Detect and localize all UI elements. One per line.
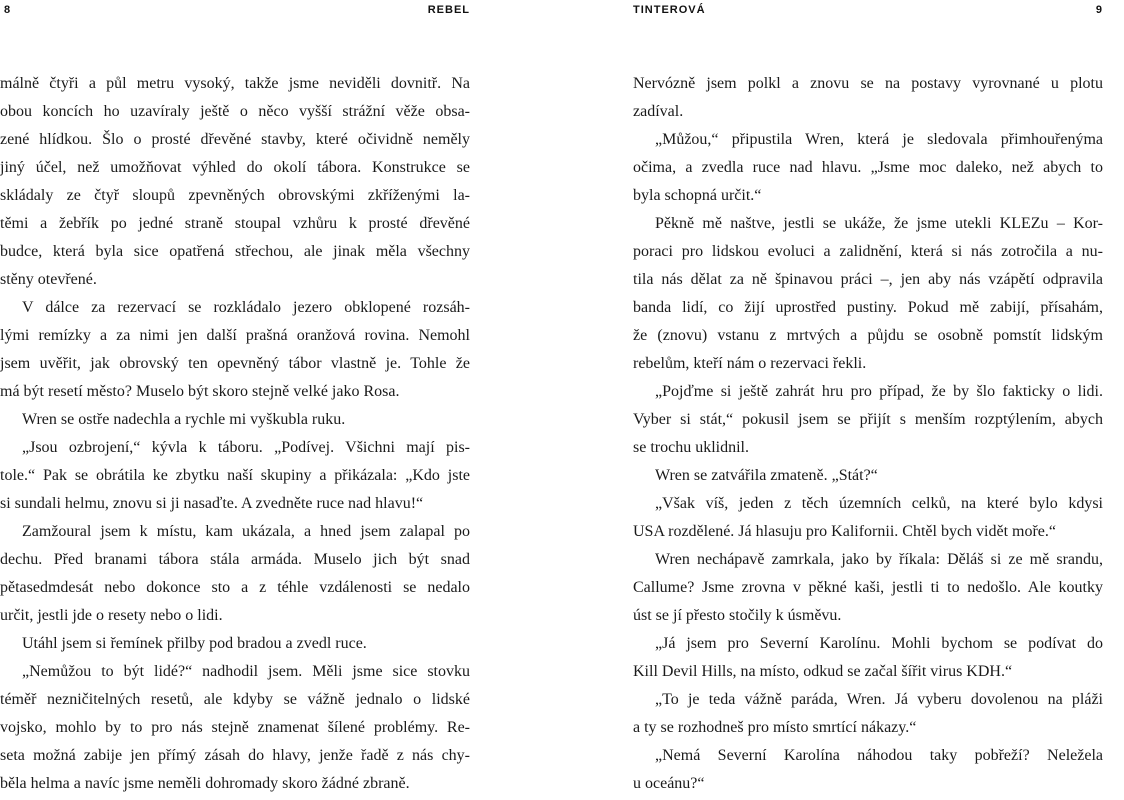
right-body-text bbox=[633, 70, 1103, 798]
text-line: „Pojďme si ještě zahrát hru pro případ, že by šlo fakticky o lidi. bbox=[655, 383, 1103, 400]
text-line: stěny otevřené. bbox=[0, 271, 97, 288]
text-line: lými remízky a za nimi jen další prašná oranžová rovina. Nemohl bbox=[0, 327, 470, 344]
text-line: rebelům, kteří nám o rezervaci řekli. bbox=[633, 355, 867, 372]
text-line: téměř nezničitelných resetů, ale kdyby se vážně jednalo o lidské bbox=[0, 691, 470, 708]
text-line: Utáhl jsem si řemínek přilby pod bradou a zvedl ruce. bbox=[22, 635, 367, 652]
right-page bbox=[633, 0, 1103, 800]
text-line: běla helma a navíc jsme neměli dohromady skoro žádné zbraně. bbox=[0, 775, 410, 792]
text-line: si sundali helmu, znovu si ji nasaďte. A zvedněte ruce nad hlavu!“ bbox=[0, 495, 424, 512]
text-line: se trochu uklidnil. bbox=[633, 439, 749, 456]
left-page-number: 8 bbox=[4, 4, 12, 16]
text-line: Zamžoural jsem k místu, kam ukázala, a hned jsem zalapal po bbox=[22, 523, 470, 540]
text-line: má být resetí město? Muselo být skoro stejně velké jako Rosa. bbox=[0, 383, 400, 400]
text-line: poraci pro lidskou evoluci a zalidnění, která si nás zotročila a nu- bbox=[633, 243, 1103, 260]
text-line: „Já jsem pro Severní Karolínu. Mohli bychom se podívat do bbox=[655, 635, 1103, 652]
text-line: úst se jí přesto stočily k úsměvu. bbox=[633, 607, 842, 624]
text-line: budce, která byla sice opatřená střechou, ale jinak měla všechny bbox=[0, 243, 470, 260]
text-line: byla schopná určit.“ bbox=[633, 187, 762, 204]
text-line: „To je teda vážně paráda, Wren. Já vyberu dovolenou na pláži bbox=[655, 691, 1103, 708]
right-page-number: 9 bbox=[1095, 4, 1103, 16]
text-line: USA rozdělené. Já hlasuju pro Kalifornii. Chtěl bych vidět moře.“ bbox=[633, 523, 1057, 540]
text-line: očima, a zvedla ruce nad hlavu. „Jsme moc daleko, než abych to bbox=[633, 159, 1103, 176]
text-line: těmi a žebřík po jedné straně stoupal vzhůru k prosté dřevěné bbox=[0, 215, 470, 232]
text-line: Wren se zatvářila zmateně. „Stát?“ bbox=[655, 467, 878, 484]
text-line: jiný účel, než umožňovat výhled do okolí tábora. Konstrukce se bbox=[0, 159, 470, 176]
text-line: Vyber si stát,“ pokusil jsem se přijít s menším rozptýlením, abych bbox=[633, 411, 1103, 428]
left-running-head: REBEL bbox=[427, 4, 470, 16]
text-line: zené hlídkou. Šlo o prosté dřevěné stavby, které očividně neměly bbox=[0, 131, 470, 148]
text-line: Callume? Jsme zrovna v pěkné kaši, jestli ti to nedošlo. Ale koutky bbox=[633, 579, 1103, 596]
text-line: málně čtyři a půl metru vysoký, takže jsme neviděli dovnitř. Na bbox=[0, 75, 470, 92]
text-line: jsem uvěřit, jak obrovský ten opevněný tábor vlastně je. Tohle že bbox=[0, 355, 470, 372]
text-line: tila nás dělat za ně špinavou práci –, jen aby nás vzápětí odpravila bbox=[633, 271, 1103, 288]
text-line: Wren se ostře nadechla a rychle mi vyškubla ruku. bbox=[22, 411, 346, 428]
text-line: Nervózně jsem polkl a znovu se na postavy vyrovnané u plotu bbox=[633, 75, 1103, 92]
left-body-text bbox=[0, 70, 470, 798]
right-running-head: TINTEROVÁ bbox=[633, 4, 706, 16]
text-line: pětasedmdesát nebo dokonce sto a z téhle vzdálenosti se nedalo bbox=[0, 579, 470, 596]
text-line: „Můžou,“ připustila Wren, která je sledovala přimhouřenýma bbox=[655, 131, 1103, 148]
text-line: „Jsou ozbrojení,“ kývla k táboru. „Podívej. Všichni mají pis- bbox=[22, 439, 470, 456]
text-line: banda lidí, co žijí uprostřed pustiny. Pokud mě zabijí, přísahám, bbox=[633, 299, 1103, 316]
text-line: tole.“ Pak se obrátila ke zbytku naší skupiny a přikázala: „Kdo jste bbox=[0, 467, 470, 484]
text-line: „Nemá Severní Karolína náhodou taky pobřeží? Neležela bbox=[655, 747, 1103, 764]
text-line: V dálce za rezervací se rozkládalo jezero obklopené rozsáh- bbox=[22, 299, 470, 316]
text-line: „Nemůžou to být lidé?“ nadhodil jsem. Měli jsme sice stovku bbox=[22, 663, 470, 680]
text-line: vojsko, mohlo by to pro nás stejně znamenat šílené problémy. Re- bbox=[0, 719, 470, 736]
text-line: Wren nechápavě zamrkala, jako by říkala: Děláš si ze mě srandu, bbox=[655, 551, 1103, 568]
text-line: zadíval. bbox=[633, 103, 684, 120]
text-line: seta možná zabije jen přímý zásah do hlavy, jenže řadě z nás chy- bbox=[0, 747, 470, 764]
text-line: dechu. Před branami tábora stála armáda. Muselo jich být snad bbox=[0, 551, 470, 568]
text-line: u oceánu?“ bbox=[633, 775, 705, 792]
text-line: skládaly ze čtyř sloupů zpevněných obrovskými zkříženými la- bbox=[0, 187, 470, 204]
text-line: Pěkně mě naštve, jestli se ukáže, že jsme utekli KLEZu – Kor- bbox=[655, 215, 1103, 232]
left-page bbox=[0, 0, 470, 800]
text-line: obou koncích ho uzavíraly ještě o něco vyšší strážní věže obsa- bbox=[0, 103, 470, 120]
text-line: že (znovu) vstanu z mrtvých a půjdu se osobně pomstít lidským bbox=[633, 327, 1103, 344]
text-line: určit, jestli jde o resety nebo o lidi. bbox=[0, 607, 223, 624]
text-line: a ty se rozhodneš pro místo smrtící nákazy.“ bbox=[633, 719, 917, 736]
text-line: Kill Devil Hills, na místo, odkud se začal šířit virus KDH.“ bbox=[633, 663, 1013, 680]
text-line: „Však víš, jeden z těch územních celků, na které bylo kdysi bbox=[655, 495, 1103, 512]
